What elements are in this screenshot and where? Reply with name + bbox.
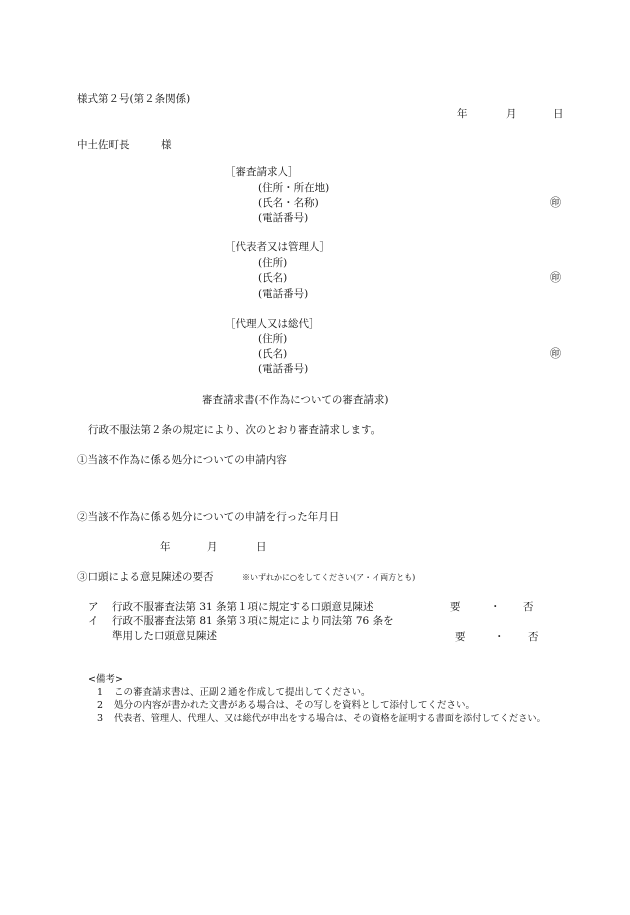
- option-b-no: 否: [528, 631, 539, 643]
- requester-heading: ［審査請求人］: [225, 166, 299, 178]
- representative-heading: ［代表者又は管理人］: [225, 241, 330, 253]
- addressee-honorific: 様: [161, 139, 172, 151]
- agent-heading: ［代理人又は総代］: [225, 318, 320, 330]
- section-3-heading: ③口頭による意見陳述の要否: [77, 571, 214, 583]
- date-day: 日: [553, 108, 564, 120]
- date-month: 月: [506, 108, 517, 120]
- remark-2-number: 2: [97, 700, 104, 711]
- option-b-text-line2: 準用した口頭意見陳述: [112, 630, 217, 642]
- remark-3-number: 3: [97, 713, 104, 724]
- option-a-no: 否: [523, 601, 534, 613]
- remark-1-number: 1: [97, 687, 104, 698]
- remark-3-text: 代表者、管理人、代理人、又は総代が申出をする場合は、その資格を証明する書面を添付してください。: [114, 713, 546, 724]
- option-a-marker: ア: [88, 601, 99, 613]
- representative-seal-mark: ㊞: [550, 271, 561, 284]
- section-2-heading: ②当該不作為に係る処分についての申請を行った年月日: [77, 511, 340, 523]
- agent-name-label: (氏名): [258, 348, 288, 360]
- option-b-yes: 要: [455, 631, 466, 643]
- option-b-separator: ・: [494, 631, 505, 643]
- addressee-name: 中土佐町長: [77, 139, 130, 151]
- intro-text: 行政不服法第２条の規定により、次のとおり審査請求します。: [88, 424, 382, 436]
- agent-seal-mark: ㊞: [550, 347, 561, 360]
- representative-name-label: (氏名): [258, 272, 288, 284]
- remark-2-text: 処分の内容が書かれた文書がある場合は、その写しを資料として添付してください。: [114, 700, 476, 711]
- section-2-day: 日: [256, 541, 267, 553]
- option-a-separator: ・: [490, 601, 501, 613]
- document-title: 審査請求書(不作為についての審査請求): [202, 394, 389, 406]
- requester-address-label: (住所・所在地): [258, 182, 330, 194]
- section-2-year: 年: [160, 541, 171, 553]
- option-a-text: 行政不服審査法第 31 条第１項に規定する口頭意見陳述: [112, 601, 374, 613]
- agent-phone-label: (電話番号): [258, 363, 309, 375]
- section-2-month: 月: [207, 541, 218, 553]
- remarks-heading: <備考>: [88, 674, 123, 685]
- form-number: 様式第２号(第２条関係): [77, 93, 191, 105]
- option-b-text-line1: 行政不服審査法第 81 条第３項に規定により同法第 76 条を: [112, 615, 394, 627]
- representative-phone-label: (電話番号): [258, 288, 309, 300]
- representative-address-label: (住所): [258, 257, 288, 269]
- option-b-marker: イ: [88, 615, 99, 627]
- remark-1-text: この審査請求書は、正副２通を作成して提出してください。: [114, 687, 371, 698]
- section-3-note: ※いずれかに○をしてください(ア・イ両方とも): [242, 573, 416, 582]
- section-1-heading: ①当該不作為に係る処分についての申請内容: [77, 454, 287, 466]
- agent-address-label: (住所): [258, 333, 288, 345]
- requester-seal-mark: ㊞: [550, 196, 561, 209]
- date-year: 年: [457, 108, 468, 120]
- requester-phone-label: (電話番号): [258, 212, 309, 224]
- option-a-yes: 要: [450, 601, 461, 613]
- requester-name-label: (氏名・名称): [258, 197, 319, 209]
